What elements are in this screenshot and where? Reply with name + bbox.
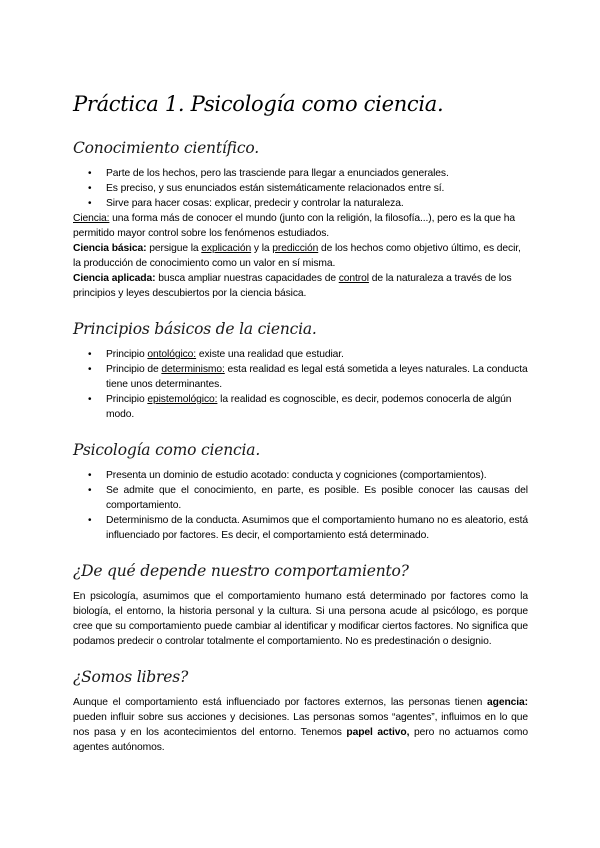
- paragraph-text: Aunque el comportamiento está influenciado por factores externos, las personas tienen: [73, 697, 488, 708]
- list-item: • Es preciso, y sus enunciados están sistemáticamente relacionados entre sí.: [106, 181, 528, 196]
- definition-text: una forma más de conocer el mundo (junto con la religión, la filosofía...), pero es la que ha permitido mayor control sobre los fenómenos estudiados.: [73, 213, 515, 239]
- item-text: esta realidad es legal está sometida a leyes naturales. La conducta tiene unos determinantes.: [106, 364, 528, 390]
- underlined-term: determinismo:: [161, 364, 225, 375]
- list-item: • Parte de los hechos, pero las trasciende para llegar a enunciados generales.: [106, 166, 528, 181]
- term-ciencia: Ciencia:: [73, 213, 110, 224]
- definition-text: y la: [251, 243, 273, 254]
- list-item: • Presenta un dominio de estudio acotado: conducta y cogniciones (comportamientos).: [106, 468, 528, 483]
- term-ciencia-aplicada: Ciencia aplicada:: [73, 273, 156, 284]
- bold-term: papel activo,: [346, 727, 410, 738]
- item-text: existe una realidad que estudiar.: [196, 349, 344, 360]
- section-heading-comportamiento: ¿De qué depende nuestro comportamiento?: [73, 562, 409, 580]
- document-content: [73, 90, 528, 755]
- list-item: [106, 347, 528, 362]
- underlined-term: ontológico:: [147, 349, 197, 360]
- underlined-term: explicación: [201, 243, 252, 254]
- paragraph-libres: [73, 695, 528, 755]
- item-prefix: Principio: [106, 349, 148, 360]
- section-heading-libres: ¿Somos libres?: [73, 668, 189, 686]
- bullet-list-psicologia: [73, 468, 528, 543]
- paragraph-text: pueden influir sobre sus acciones y decisiones. Las personas somos “agentes”, influimos en lo que nos pasa y en los acontecimientos del entorno. Tenemos: [73, 712, 528, 738]
- section-heading-psicologia: Psicología como ciencia.: [73, 441, 261, 459]
- bullet-list-conocimiento: [73, 166, 528, 211]
- underlined-term: control: [338, 273, 369, 284]
- list-item: [106, 362, 528, 392]
- definition-text: busca ampliar nuestras capacidades de: [155, 273, 339, 284]
- definition-ciencia: [73, 211, 528, 241]
- list-item: • Sirve para hacer cosas: explicar, predecir y controlar la naturaleza.: [106, 196, 528, 211]
- page-title: Práctica 1. Psicología como ciencia.: [73, 92, 444, 116]
- section-heading-conocimiento: Conocimiento científico.: [73, 139, 259, 157]
- list-item: • Se admite que el conocimiento, en parte, es posible. Es posible conocer las causas del comportamiento.: [106, 483, 528, 513]
- list-item: • Determinismo de la conducta. Asumimos que el comportamiento humano no es aleatorio, está influenciado por factores. Es decir, el comportamiento está determinado.: [106, 513, 528, 543]
- definition-ciencia-basica: [73, 241, 528, 271]
- definition-text: de los hechos como objetivo último, es decir, la producción de conocimiento como un valor en sí misma.: [73, 243, 521, 269]
- item-text: la realidad es cognoscible, es decir, podemos conocerla de algún modo.: [106, 394, 512, 420]
- paragraph-text: pero no actuamos como agentes autónomos.: [73, 727, 529, 753]
- definition-text: de la naturaleza a través de los principios y leyes descubiertos por la ciencia básica.: [73, 273, 512, 299]
- bullet-list-principios: [73, 347, 528, 422]
- definition-text: persigue la: [146, 243, 202, 254]
- section-heading-principios: Principios básicos de la ciencia.: [73, 320, 317, 338]
- item-prefix: Principio de: [106, 364, 162, 375]
- underlined-term: predicción: [272, 243, 319, 254]
- term-ciencia-basica: Ciencia básica:: [73, 243, 147, 254]
- bold-term: agencia:: [487, 697, 528, 708]
- underlined-term: epistemológico:: [147, 394, 218, 405]
- definition-ciencia-aplicada: [73, 271, 528, 301]
- list-item: [106, 392, 528, 422]
- paragraph-comportamiento: En psicología, asumimos que el comportamiento humano está determinado por factores como la biología, el entorno, la historia personal y la cultura. Si una persona acude al psicólogo, es porque cree que su comportamiento puede cambiar al identificar y modificar ciertos factores. No significa que podamos predecir o controlar totalmente el comportamiento. No es predestinación o designio.: [73, 591, 528, 647]
- item-prefix: Principio: [106, 394, 148, 405]
